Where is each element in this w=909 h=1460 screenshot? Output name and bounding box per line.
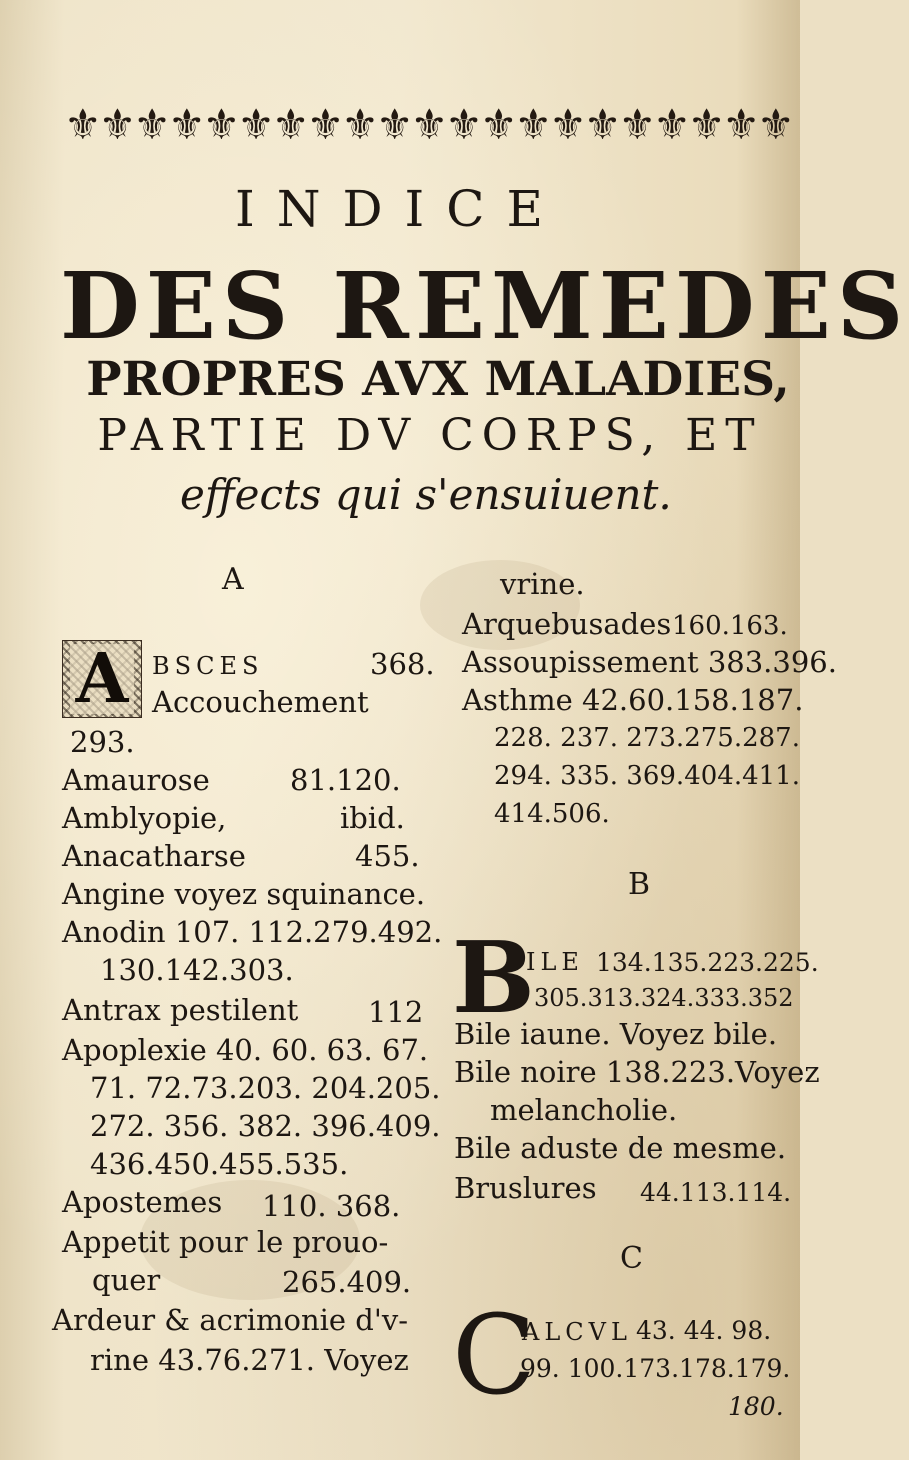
entry-antrax-pages: 112 [368,995,424,1029]
dropcap-c: C [452,1291,537,1419]
entry-ardeur: Ardeur & acrimonie d'v- [52,1303,409,1337]
entry-arquebusades: Arquebusades [462,607,672,641]
entry-bile-pages: 134.135.223.225. [596,948,819,977]
entry-accouchement-pages: 293. [70,725,135,759]
entry-apoplexie: Apoplexie 40. 60. 63. 67. [62,1033,429,1067]
title-propres-aux-maladies: PROPRES AVX MALADIES, [86,352,790,407]
entry-anodin-pages: 130.142.303. [100,953,294,987]
entry-appetit-pages: 265.409. [282,1265,412,1299]
entry-anacatharse: Anacatharse [62,839,246,873]
section-letter-a: A [222,562,244,597]
entry-bile-iaune: Bile iaune. Voyez bile. [454,1017,778,1051]
entry-bile: ILE [526,948,584,976]
fleuron-ornament-band: ⚜⚜⚜⚜⚜⚜⚜⚜⚜⚜⚜⚜⚜⚜⚜⚜⚜⚜⚜⚜⚜ [64,100,792,149]
entry-angine: Angine voyez squinance. [62,877,426,911]
entry-asthme-pages-4: 414.506. [494,799,610,829]
entry-vrine-cont: vrine. [500,567,585,601]
entry-amaurose: Amaurose [62,763,210,797]
title-effects: effects qui s'ensuiuent. [180,470,672,519]
entry-asthme: Asthme 42.60.158.187. [462,683,804,717]
entry-appetit-cont: quer [92,1263,161,1297]
entry-appetit: Appetit pour le prouo- [62,1225,389,1259]
entry-apostemes-pages: 110. 368. [262,1189,401,1223]
entry-antrax: Antrax pestilent [62,993,299,1027]
entry-bruslures: Bruslures [454,1171,597,1205]
entry-assoupissement: Assoupissement 383.396. [462,645,837,679]
entry-amblyopie: Amblyopie, [62,801,227,835]
entry-anodin: Anodin 107. 112.279.492. [62,915,443,949]
entry-apoplexie-pages-3: 272. 356. 382. 396.409. [90,1109,441,1143]
section-letter-c: C [620,1241,643,1276]
entry-amaurose-pages: 81.120. [290,763,401,797]
entry-bile-noire-cont: melancholie. [490,1093,678,1127]
entry-bile-noire: Bile noire 138.223.Voyez [454,1055,820,1089]
title-partie-du-corps: PARTIE DV CORPS, ET [97,410,763,461]
entry-asthme-pages-2: 228. 237. 273.275.287. [494,723,800,753]
dropcap-b: B [452,921,535,1036]
title-des-remedes: DES REMEDES [60,252,909,360]
entry-asthme-pages-3: 294. 335. 369.404.411. [494,761,800,791]
entry-bile-pages-2: 305.313.324.333.352 [534,984,794,1012]
entry-abces: BSCES [152,652,264,680]
entry-amblyopie-pages: ibid. [340,801,405,835]
entry-arquebusades-pages: 160.163. [672,611,788,641]
title-indice: INDICE [234,180,566,238]
entry-bruslures-pages: 44.113.114. [640,1178,792,1207]
entry-anacatharse-pages: 455. [355,839,420,873]
section-letter-b: B [628,867,651,902]
ornamental-dropcap-a: A [62,640,142,718]
entry-accouchement: Accouchement [152,685,369,719]
entry-calcul: ALCVL [522,1318,632,1346]
entry-bile-aduste: Bile aduste de mesme. [454,1131,787,1165]
entry-calcul-pages: 43. 44. 98. [636,1316,772,1345]
entry-abces-pages: 368. [370,647,435,681]
entry-apoplexie-pages-4: 436.450.455.535. [90,1147,349,1181]
entry-calcul-pages-3: 180. [728,1392,784,1421]
entry-calcul-pages-2: 99. 100.173.178.179. [520,1354,791,1383]
entry-apoplexie-pages-2: 71. 72.73.203. 204.205. [90,1071,441,1105]
entry-apostemes: Apostemes [62,1185,223,1219]
entry-ardeur-cont: rine 43.76.271. Voyez [90,1343,409,1377]
